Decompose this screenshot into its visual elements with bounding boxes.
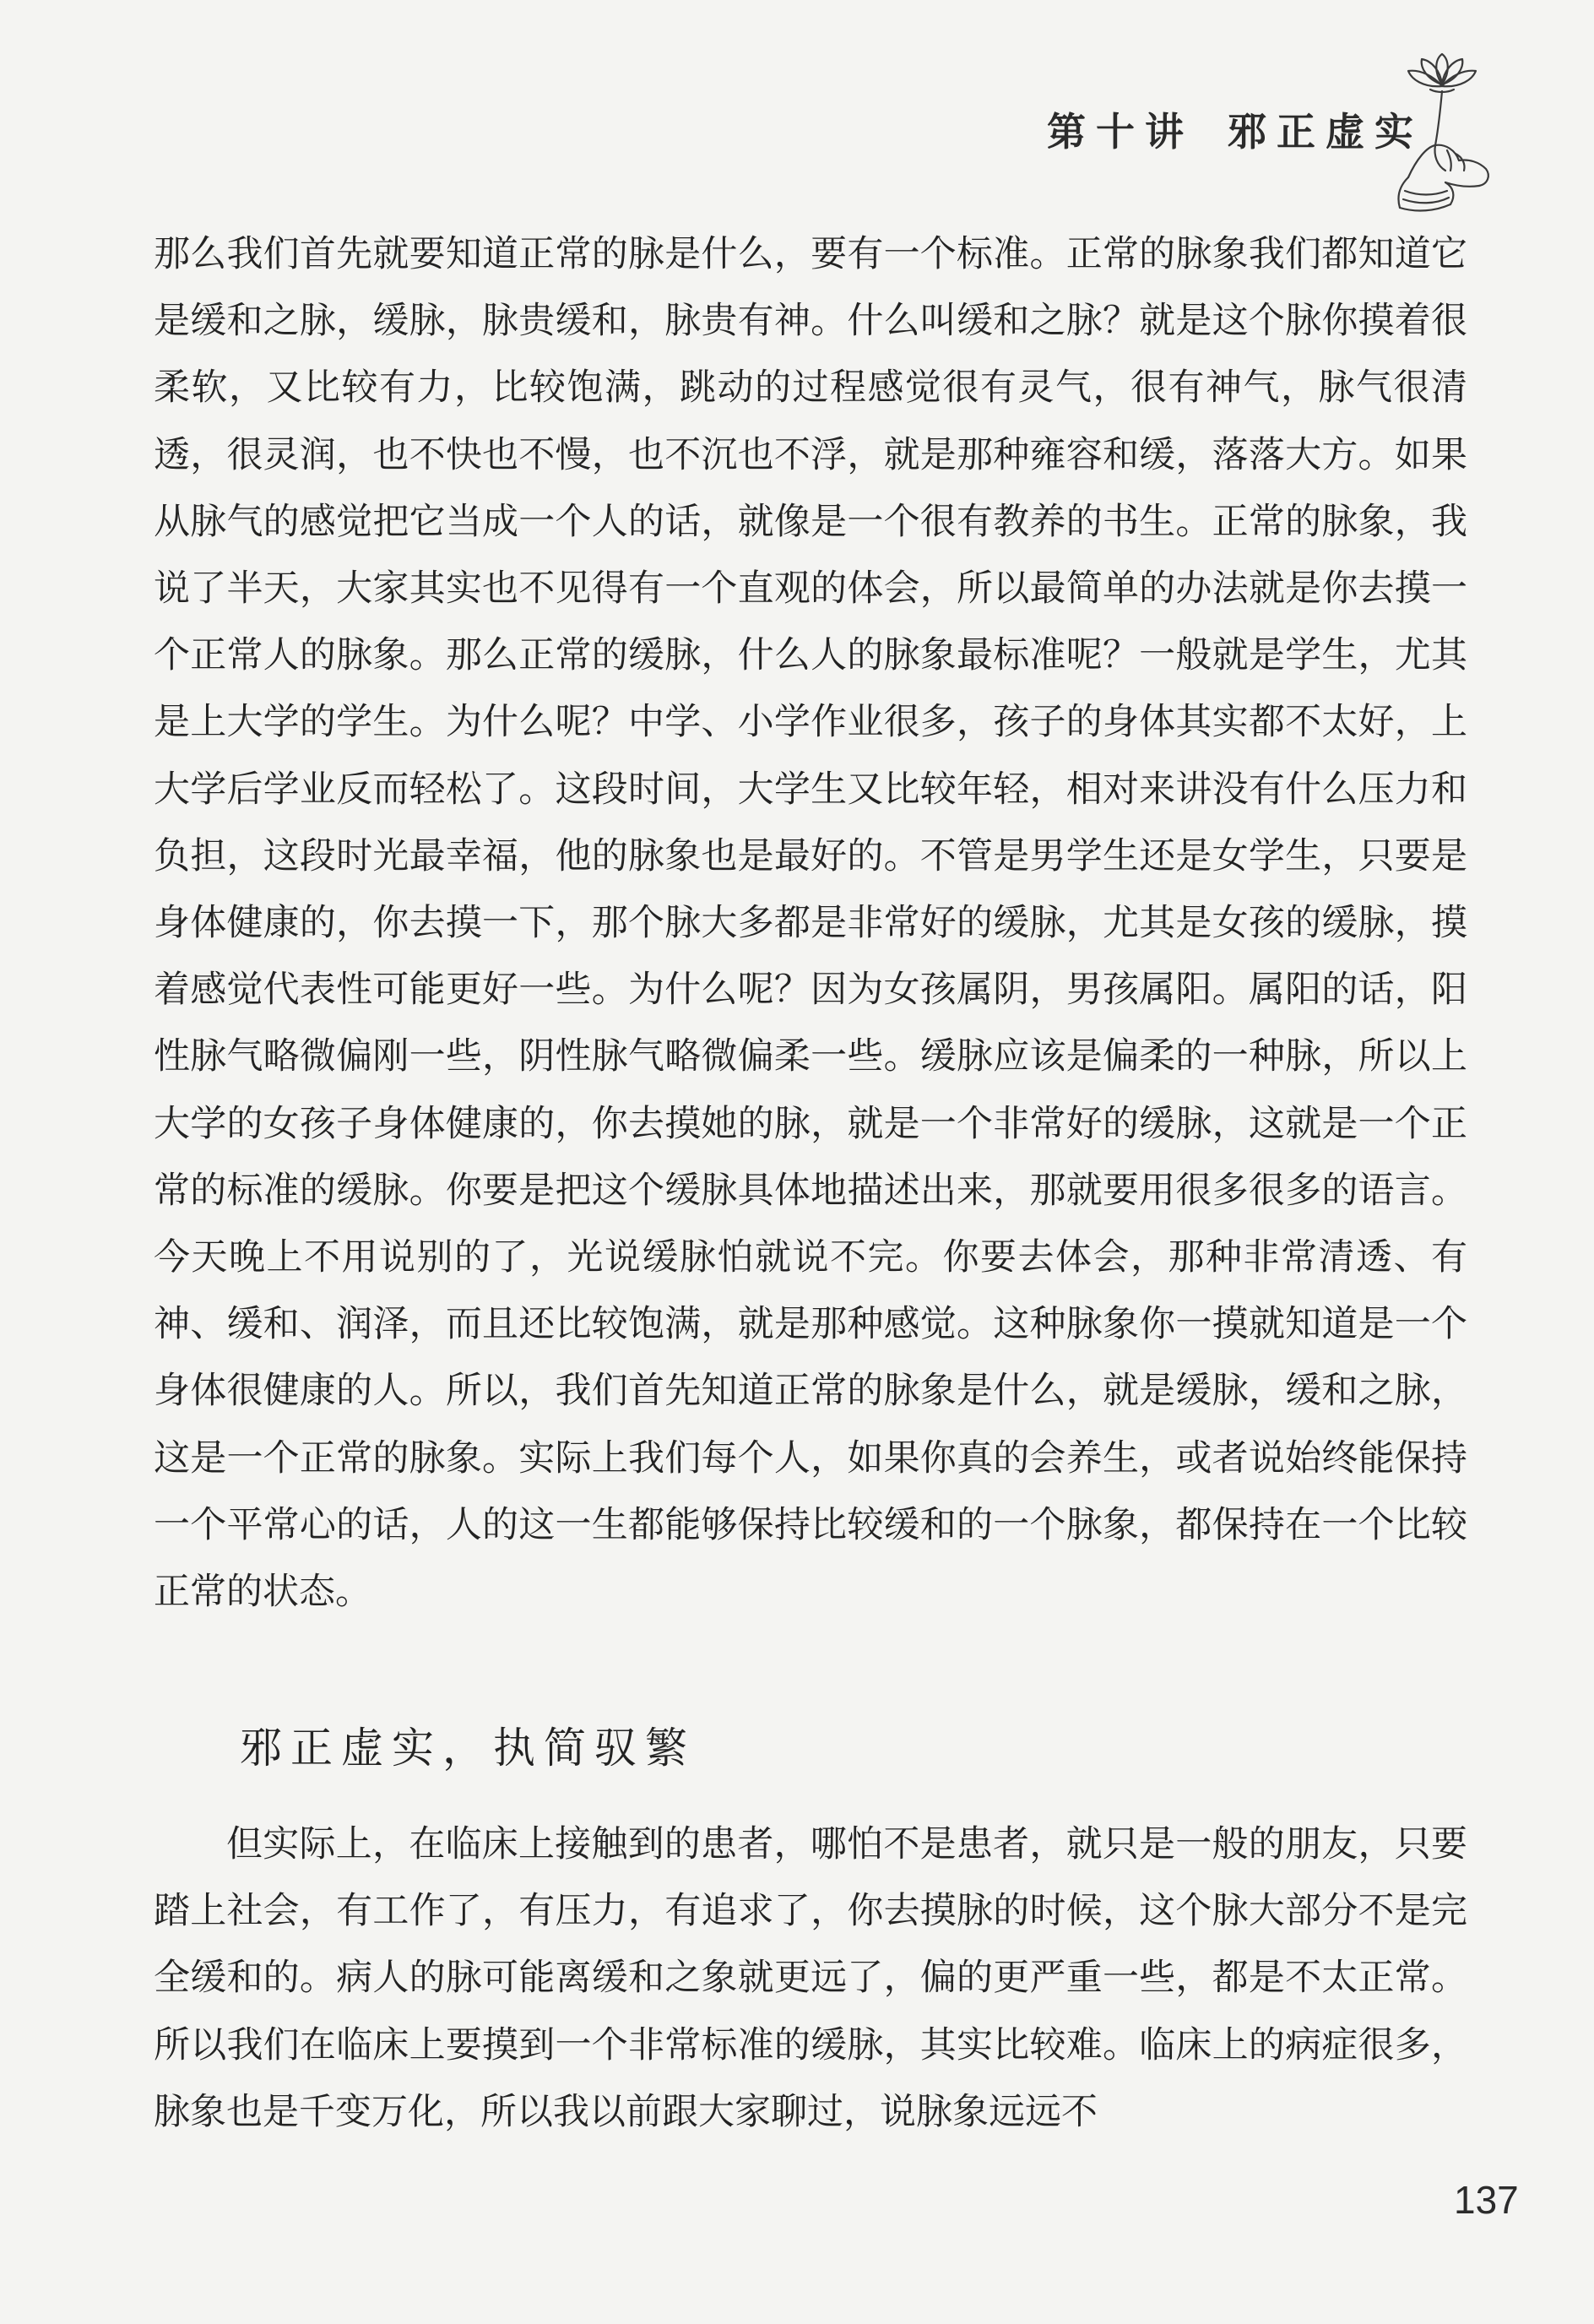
section-paragraph: 但实际上，在临床上接触到的患者，哪怕不是患者，就只是一般的朋友，只要踏上社会，有工作了，有压力，有追求了，你去摸脉的时候，这个脉大部分不是完全缓和的。病人的脉可能离缓和之象就更远了，偏的更严重一些，都是不太正常。所以我们在临床上要摸到一个非常标准的缓脉，其实比较难。临床上的病症很多，脉象也是千变万化，所以我以前跟大家聊过，说脉象远远不 (154, 1823, 1467, 2133)
running-header (1047, 101, 1423, 157)
page-number: 137 (1454, 2178, 1519, 2222)
chapter-title: 邪正虚实 (1228, 109, 1423, 155)
lotus-hand-icon (1374, 51, 1510, 220)
paragraph: 那么我们首先就要知道正常的脉是什么，要有一个标准。正常的脉象我们都知道它是缓和之脉，缓脉，脉贵缓和，脉贵有神。什么叫缓和之脉？就是这个脉你摸着很柔软，又比较有力，比较饱满，跳动的过程感觉很有灵气，很有神气，脉气很清透，很灵润，也不快也不慢，也不沉也不浮，就是那种雍容和缓，落落大方。如果从脉气的感觉把它当成一个人的话，就像是一个很有教养的书生。正常的脉象，我说了半天，大家其实也不见得有一个直观的体会，所以最简单的办法就是你去摸一个正常人的脉象。那么正常的缓脉，什么人的脉象最标准呢？一般就是学生，尤其是上大学的学生。为什么呢？中学、小学作业很多，孩子的身体其实都不太好，上大学后学业反而轻松了。这段时间，大学生又比较年轻，相对来讲没有什么压力和负担，这段时光最幸福，他的脉象也是最好的。不管是男学生还是女学生，只要是身体健康的，你去摸一下，那个脉大多都是非常好的缓脉，尤其是女孩的缓脉，摸着感觉代表性可能更好一些。为什么呢？因为女孩属阴，男孩属阳。属阳的话，阳性脉气略微偏刚一些，阴性脉气略微偏柔一些。缓脉应该是偏柔的一种脉，所以上大学的女孩子身体健康的，你去摸她的脉，就是一个非常好的缓脉，这就是一个正常的标准的缓脉。你要是把这个缓脉具体地描述出来，那就要用很多很多的语言。今天晚上不用说别的了，光说缓脉怕就说不完。你要去体会，那种非常清透、有神、缓和、润泽，而且还比较饱满，就是那种感觉。这种脉象你一摸就知道是一个身体很健康的人。所以，我们首先知道正常的脉象是什么，就是缓脉，缓和之脉，这是一个正常的脉象。实际上我们每个人，如果你真的会养生，或者说始终能保持一个平常心的话，人的这一生都能够保持比较缓和的一个脉象，都保持在一个比较正常的状态。 (154, 233, 1467, 1614)
main-text (154, 221, 1467, 1626)
section-heading: 邪正虚实，执简驭繁 (240, 1724, 696, 1773)
chapter-label: 第十讲 (1047, 109, 1194, 155)
